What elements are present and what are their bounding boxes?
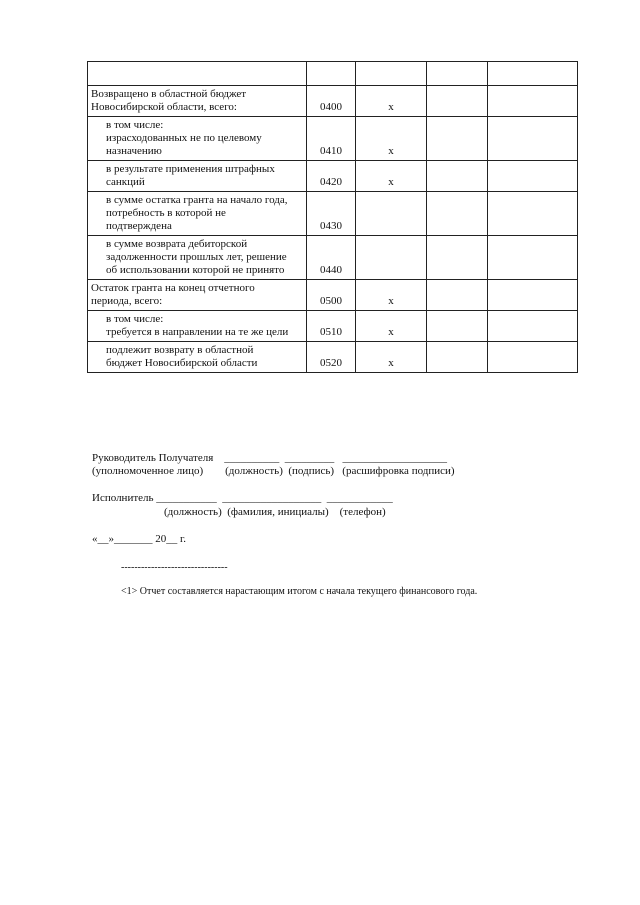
table-row (88, 236, 578, 280)
header-cell (88, 62, 307, 86)
row-code: 0430 (307, 192, 356, 236)
row-label (88, 311, 307, 342)
table-row (88, 342, 578, 373)
row-label-line: в результате применения штрафных (106, 163, 275, 175)
row-label-line: санкций (106, 176, 145, 188)
table-row (88, 117, 578, 161)
table-row (88, 86, 578, 117)
row-label-line: назначению (106, 145, 162, 157)
row-label-line: в сумме возврата дебиторской (106, 238, 248, 250)
row-label-line: об использовании которой не принято (106, 264, 285, 276)
table-row (88, 280, 578, 311)
row-label-line: подлежит возврату в областной (106, 344, 254, 356)
row-label (88, 192, 307, 236)
row-label-line: бюджет Новосибирской области (106, 357, 258, 369)
footnote-text: <1> Отчет составляется нарастающим итогом с начала текущего финансового года. (121, 586, 478, 597)
row-code: 0410 (307, 117, 356, 161)
row-value-cell (488, 280, 578, 311)
row-value-cell (427, 86, 488, 117)
row-mark: x (356, 311, 427, 342)
row-code: 0420 (307, 161, 356, 192)
row-value-cell (488, 311, 578, 342)
row-value-cell (488, 192, 578, 236)
row-mark (356, 236, 427, 280)
row-label-line: израсходованных не по целевому (106, 132, 262, 144)
row-label-line: в том числе: (106, 313, 164, 325)
row-value-cell (488, 161, 578, 192)
row-label (88, 117, 307, 161)
row-mark: x (356, 117, 427, 161)
row-value-cell (427, 192, 488, 236)
row-label-line: задолженности прошлых лет, решение (106, 251, 287, 263)
footnote-separator: -------------------------------- (121, 562, 228, 573)
row-label-line: подтверждена (106, 220, 172, 232)
row-code: 0440 (307, 236, 356, 280)
row-mark (356, 192, 427, 236)
table-row (88, 161, 578, 192)
executor-caption: (должность) (фамилия, инициалы) (телефон) (164, 506, 386, 518)
header-cell (307, 62, 356, 86)
row-label-line: Новосибирской области, всего: (91, 101, 237, 113)
row-mark: x (356, 280, 427, 311)
row-code: 0500 (307, 280, 356, 311)
row-mark: x (356, 161, 427, 192)
header-cell (488, 62, 578, 86)
row-label-line: периода, всего: (91, 295, 163, 307)
table-row (88, 311, 578, 342)
row-value-cell (427, 311, 488, 342)
header-cell (356, 62, 427, 86)
date-line: «__»_______ 20__ г. (92, 533, 187, 545)
row-label-line: в сумме остатка гранта на начало года, (106, 194, 288, 206)
row-label (88, 342, 307, 373)
row-label-line: потребность в которой не (106, 207, 226, 219)
row-value-cell (488, 236, 578, 280)
row-mark: x (356, 86, 427, 117)
row-value-cell (427, 161, 488, 192)
row-value-cell (427, 117, 488, 161)
row-label (88, 161, 307, 192)
row-label-line: Остаток гранта на конец отчетного (91, 282, 255, 294)
head-signature-line: Руководитель Получателя __________ _________ ___________________ (92, 452, 448, 464)
row-label (88, 236, 307, 280)
header-row (88, 62, 578, 86)
header-cell (427, 62, 488, 86)
row-label-line: Возвращено в областной бюджет (91, 88, 247, 100)
row-mark: x (356, 342, 427, 373)
row-code: 0400 (307, 86, 356, 117)
row-value-cell (427, 236, 488, 280)
row-label (88, 86, 307, 117)
row-value-cell (488, 342, 578, 373)
row-label (88, 280, 307, 311)
head-signature-caption: (уполномоченное лицо) (должность) (подпись) (расшифровка подписи) (92, 465, 455, 477)
table-row (88, 192, 578, 236)
row-value-cell (427, 280, 488, 311)
row-label-line: в том числе: (106, 119, 164, 131)
row-code: 0510 (307, 311, 356, 342)
row-code: 0520 (307, 342, 356, 373)
executor-line: Исполнитель ___________ __________________ ____________ (92, 492, 393, 504)
row-label-line: требуется в направлении на те же цели (106, 326, 289, 338)
report-table (87, 61, 578, 373)
row-value-cell (427, 342, 488, 373)
row-value-cell (488, 117, 578, 161)
row-value-cell (488, 86, 578, 117)
